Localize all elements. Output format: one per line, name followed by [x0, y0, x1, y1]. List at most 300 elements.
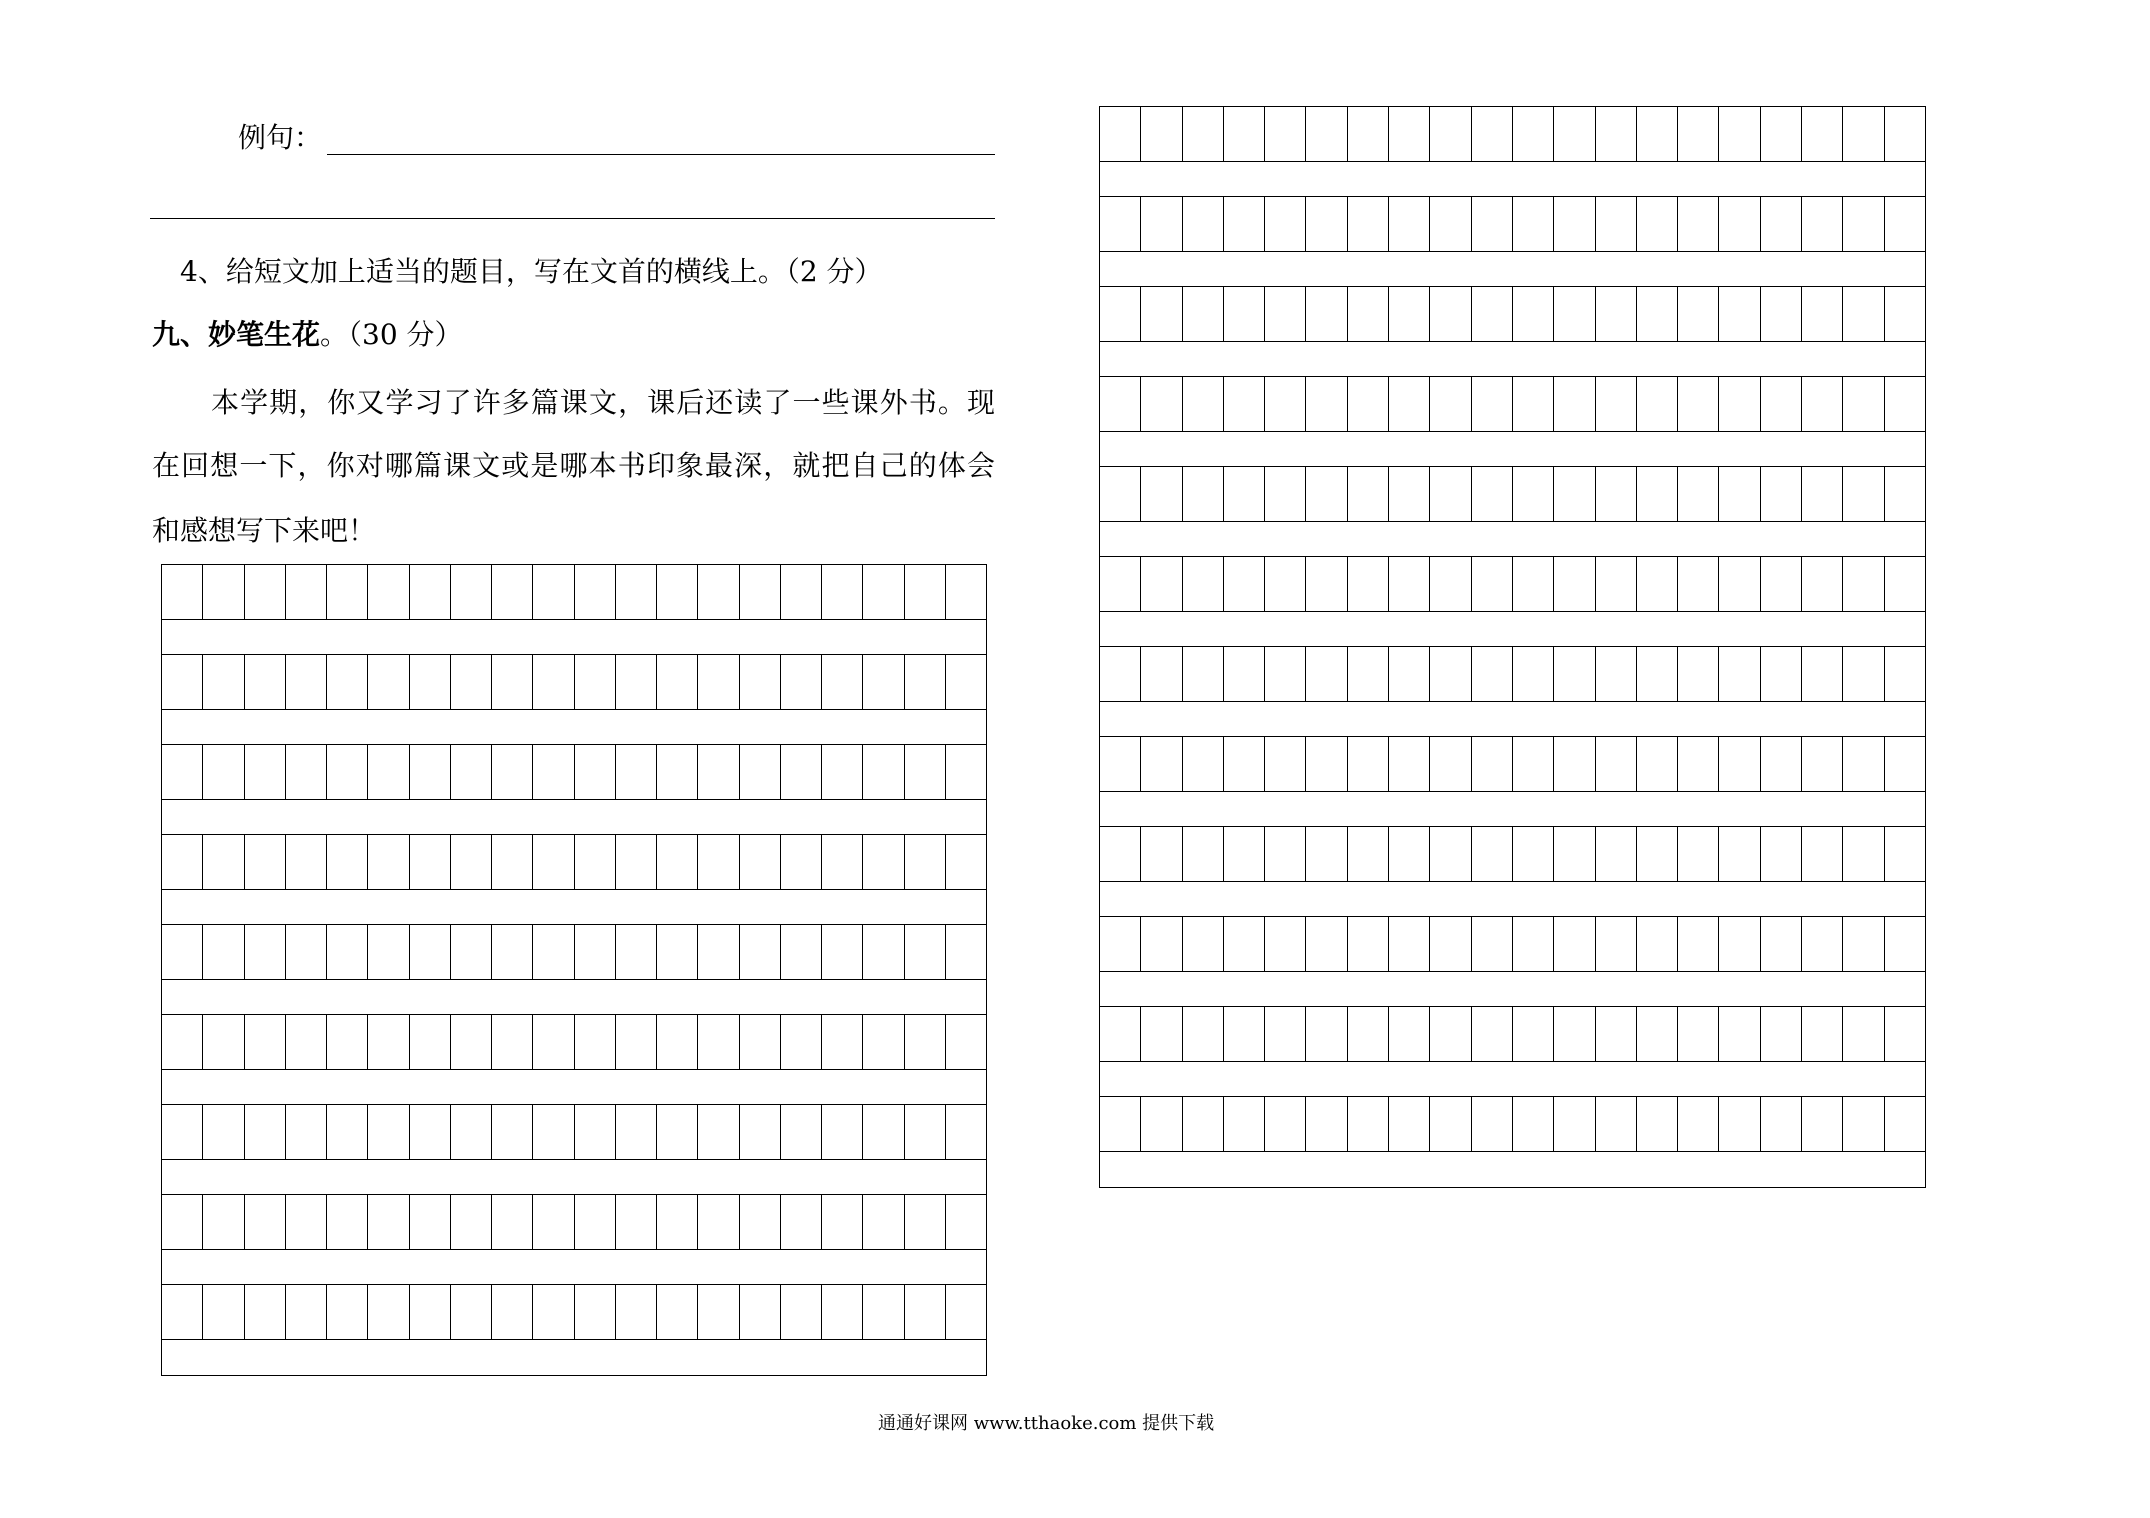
grid-cell[interactable]: [1678, 377, 1719, 431]
grid-cell[interactable]: [1678, 647, 1719, 701]
grid-cell[interactable]: [616, 1015, 657, 1069]
grid-cell[interactable]: [286, 1105, 327, 1159]
grid-cell[interactable]: [410, 745, 451, 799]
grid-cell[interactable]: [863, 565, 904, 619]
grid-cell[interactable]: [1306, 197, 1347, 251]
grid-cell[interactable]: [1678, 197, 1719, 251]
grid-cell[interactable]: [1306, 737, 1347, 791]
grid-cell[interactable]: [946, 925, 986, 979]
grid-cell[interactable]: [657, 835, 698, 889]
grid-cell[interactable]: [368, 925, 409, 979]
grid-cell[interactable]: [616, 1105, 657, 1159]
grid-cell[interactable]: [905, 1195, 946, 1249]
grid-cell[interactable]: [1100, 1007, 1141, 1061]
grid-cell[interactable]: [368, 1195, 409, 1249]
grid-cell[interactable]: [740, 1285, 781, 1339]
grid-cell[interactable]: [1265, 647, 1306, 701]
grid-cell[interactable]: [410, 1285, 451, 1339]
grid-cell[interactable]: [905, 1285, 946, 1339]
grid-cell[interactable]: [1678, 1007, 1719, 1061]
grid-cell[interactable]: [1719, 827, 1760, 881]
grid-cell[interactable]: [203, 1195, 244, 1249]
grid-cell[interactable]: [1885, 1097, 1925, 1151]
grid-cell[interactable]: [1348, 1097, 1389, 1151]
grid-cell[interactable]: [1389, 107, 1430, 161]
grid-cell[interactable]: [1389, 647, 1430, 701]
grid-cell[interactable]: [286, 745, 327, 799]
grid-cell[interactable]: [1885, 647, 1925, 701]
grid-cell[interactable]: [1389, 377, 1430, 431]
grid-cell[interactable]: [1183, 197, 1224, 251]
grid-cell[interactable]: [1554, 1007, 1595, 1061]
grid-cell[interactable]: [451, 1195, 492, 1249]
grid-cell[interactable]: [740, 655, 781, 709]
grid-cell[interactable]: [1224, 1007, 1265, 1061]
grid-cell[interactable]: [1885, 557, 1925, 611]
grid-cell[interactable]: [1761, 737, 1802, 791]
grid-cell[interactable]: [657, 925, 698, 979]
grid-cell[interactable]: [203, 565, 244, 619]
grid-cell[interactable]: [1348, 377, 1389, 431]
grid-cell[interactable]: [492, 1195, 533, 1249]
grid-cell[interactable]: [905, 1015, 946, 1069]
grid-cell[interactable]: [740, 925, 781, 979]
grid-cell[interactable]: [1389, 557, 1430, 611]
grid-cell[interactable]: [1885, 1007, 1925, 1061]
grid-cell[interactable]: [245, 925, 286, 979]
grid-cell[interactable]: [1141, 377, 1182, 431]
grid-cell[interactable]: [1802, 197, 1843, 251]
grid-cell[interactable]: [1430, 737, 1471, 791]
grid-cell[interactable]: [1843, 557, 1884, 611]
grid-cell[interactable]: [1183, 287, 1224, 341]
grid-cell[interactable]: [1472, 107, 1513, 161]
grid-cell[interactable]: [1224, 197, 1265, 251]
grid-cell[interactable]: [822, 1195, 863, 1249]
grid-cell[interactable]: [1348, 917, 1389, 971]
grid-cell[interactable]: [740, 1195, 781, 1249]
grid-cell[interactable]: [451, 835, 492, 889]
grid-cell[interactable]: [1678, 287, 1719, 341]
grid-cell[interactable]: [1224, 1097, 1265, 1151]
grid-cell[interactable]: [616, 925, 657, 979]
grid-cell[interactable]: [368, 565, 409, 619]
grid-cell[interactable]: [1843, 737, 1884, 791]
grid-cell[interactable]: [905, 835, 946, 889]
grid-cell[interactable]: [698, 835, 739, 889]
grid-cell[interactable]: [1141, 1097, 1182, 1151]
grid-cell[interactable]: [1513, 197, 1554, 251]
grid-cell[interactable]: [575, 655, 616, 709]
grid-cell[interactable]: [1472, 287, 1513, 341]
grid-cell[interactable]: [533, 1285, 574, 1339]
grid-cell[interactable]: [740, 565, 781, 619]
grid-cell[interactable]: [1430, 557, 1471, 611]
grid-cell[interactable]: [245, 1105, 286, 1159]
grid-cell[interactable]: [1596, 557, 1637, 611]
grid-cell[interactable]: [1885, 287, 1925, 341]
grid-cell[interactable]: [1761, 197, 1802, 251]
grid-cell[interactable]: [1554, 197, 1595, 251]
grid-cell[interactable]: [1472, 377, 1513, 431]
grid-cell[interactable]: [1885, 197, 1925, 251]
grid-cell[interactable]: [286, 925, 327, 979]
grid-cell[interactable]: [657, 1195, 698, 1249]
grid-cell[interactable]: [616, 745, 657, 799]
grid-cell[interactable]: [1389, 197, 1430, 251]
grid-cell[interactable]: [1637, 107, 1678, 161]
grid-cell[interactable]: [1719, 287, 1760, 341]
grid-cell[interactable]: [698, 655, 739, 709]
grid-cell[interactable]: [657, 1285, 698, 1339]
grid-cell[interactable]: [1843, 287, 1884, 341]
grid-cell[interactable]: [1224, 467, 1265, 521]
grid-cell[interactable]: [1472, 647, 1513, 701]
grid-cell[interactable]: [1843, 107, 1884, 161]
grid-cell[interactable]: [1389, 917, 1430, 971]
grid-cell[interactable]: [1843, 647, 1884, 701]
grid-cell[interactable]: [1513, 737, 1554, 791]
grid-cell[interactable]: [368, 1015, 409, 1069]
grid-cell[interactable]: [1141, 557, 1182, 611]
grid-cell[interactable]: [616, 565, 657, 619]
grid-cell[interactable]: [1472, 467, 1513, 521]
grid-cell[interactable]: [1719, 1097, 1760, 1151]
grid-cell[interactable]: [1183, 1007, 1224, 1061]
grid-cell[interactable]: [1224, 377, 1265, 431]
grid-cell[interactable]: [1183, 827, 1224, 881]
grid-cell[interactable]: [1843, 1007, 1884, 1061]
grid-cell[interactable]: [822, 925, 863, 979]
grid-cell[interactable]: [1306, 467, 1347, 521]
grid-cell[interactable]: [327, 565, 368, 619]
grid-cell[interactable]: [905, 745, 946, 799]
grid-cell[interactable]: [575, 1105, 616, 1159]
grid-cell[interactable]: [946, 1015, 986, 1069]
grid-cell[interactable]: [1224, 827, 1265, 881]
grid-cell[interactable]: [1554, 557, 1595, 611]
grid-cell[interactable]: [1637, 377, 1678, 431]
grid-cell[interactable]: [286, 835, 327, 889]
grid-cell[interactable]: [1472, 917, 1513, 971]
grid-cell[interactable]: [1596, 467, 1637, 521]
grid-cell[interactable]: [203, 835, 244, 889]
grid-cell[interactable]: [1141, 827, 1182, 881]
grid-cell[interactable]: [1554, 467, 1595, 521]
grid-cell[interactable]: [1596, 647, 1637, 701]
grid-cell[interactable]: [1183, 107, 1224, 161]
grid-cell[interactable]: [162, 1285, 203, 1339]
grid-cell[interactable]: [1802, 917, 1843, 971]
grid-cell[interactable]: [657, 565, 698, 619]
grid-cell[interactable]: [1141, 197, 1182, 251]
grid-cell[interactable]: [1513, 647, 1554, 701]
grid-cell[interactable]: [1348, 827, 1389, 881]
grid-cell[interactable]: [533, 745, 574, 799]
grid-cell[interactable]: [1348, 557, 1389, 611]
grid-cell[interactable]: [575, 1285, 616, 1339]
grid-cell[interactable]: [327, 835, 368, 889]
grid-cell[interactable]: [1265, 557, 1306, 611]
grid-cell[interactable]: [946, 655, 986, 709]
grid-cell[interactable]: [822, 835, 863, 889]
grid-cell[interactable]: [1265, 827, 1306, 881]
grid-cell[interactable]: [451, 565, 492, 619]
grid-cell[interactable]: [245, 1015, 286, 1069]
grid-cell[interactable]: [1141, 737, 1182, 791]
grid-cell[interactable]: [451, 1015, 492, 1069]
grid-cell[interactable]: [1348, 107, 1389, 161]
grid-cell[interactable]: [492, 565, 533, 619]
grid-cell[interactable]: [781, 925, 822, 979]
grid-cell[interactable]: [368, 835, 409, 889]
grid-cell[interactable]: [1678, 557, 1719, 611]
grid-cell[interactable]: [1348, 1007, 1389, 1061]
grid-cell[interactable]: [286, 565, 327, 619]
grid-cell[interactable]: [1885, 917, 1925, 971]
grid-cell[interactable]: [162, 1195, 203, 1249]
grid-cell[interactable]: [451, 655, 492, 709]
grid-cell[interactable]: [1389, 737, 1430, 791]
grid-cell[interactable]: [1761, 1007, 1802, 1061]
grid-cell[interactable]: [1802, 107, 1843, 161]
grid-cell[interactable]: [410, 835, 451, 889]
grid-cell[interactable]: [286, 655, 327, 709]
grid-cell[interactable]: [1843, 1097, 1884, 1151]
grid-cell[interactable]: [162, 1105, 203, 1159]
grid-cell[interactable]: [1224, 737, 1265, 791]
grid-cell[interactable]: [1265, 197, 1306, 251]
grid-cell[interactable]: [1802, 287, 1843, 341]
grid-cell[interactable]: [1306, 377, 1347, 431]
grid-cell[interactable]: [657, 655, 698, 709]
grid-cell[interactable]: [492, 1105, 533, 1159]
grid-cell[interactable]: [616, 1285, 657, 1339]
grid-cell[interactable]: [1100, 827, 1141, 881]
grid-cell[interactable]: [781, 1285, 822, 1339]
grid-cell[interactable]: [1513, 107, 1554, 161]
grid-cell[interactable]: [1348, 197, 1389, 251]
grid-cell[interactable]: [863, 1195, 904, 1249]
grid-cell[interactable]: [1430, 107, 1471, 161]
grid-cell[interactable]: [1637, 287, 1678, 341]
grid-cell[interactable]: [1802, 647, 1843, 701]
grid-cell[interactable]: [1265, 1007, 1306, 1061]
grid-cell[interactable]: [1802, 827, 1843, 881]
grid-cell[interactable]: [1100, 737, 1141, 791]
grid-cell[interactable]: [781, 1015, 822, 1069]
grid-cell[interactable]: [1719, 107, 1760, 161]
grid-cell[interactable]: [698, 925, 739, 979]
grid-cell[interactable]: [533, 1195, 574, 1249]
grid-cell[interactable]: [575, 925, 616, 979]
grid-cell[interactable]: [1141, 1007, 1182, 1061]
grid-cell[interactable]: [1802, 467, 1843, 521]
grid-cell[interactable]: [245, 565, 286, 619]
grid-cell[interactable]: [1513, 287, 1554, 341]
grid-cell[interactable]: [492, 1015, 533, 1069]
grid-cell[interactable]: [1596, 377, 1637, 431]
grid-cell[interactable]: [781, 1195, 822, 1249]
grid-cell[interactable]: [533, 925, 574, 979]
composition-grid-right[interactable]: [1099, 106, 1926, 1188]
grid-cell[interactable]: [1100, 557, 1141, 611]
grid-cell[interactable]: [1761, 467, 1802, 521]
grid-cell[interactable]: [822, 1105, 863, 1159]
grid-cell[interactable]: [410, 565, 451, 619]
grid-cell[interactable]: [946, 1285, 986, 1339]
grid-cell[interactable]: [1637, 1007, 1678, 1061]
grid-cell[interactable]: [863, 1105, 904, 1159]
grid-cell[interactable]: [410, 925, 451, 979]
grid-cell[interactable]: [657, 1015, 698, 1069]
grid-cell[interactable]: [1637, 827, 1678, 881]
grid-cell[interactable]: [1554, 107, 1595, 161]
grid-cell[interactable]: [1802, 1097, 1843, 1151]
grid-cell[interactable]: [1719, 467, 1760, 521]
grid-cell[interactable]: [286, 1195, 327, 1249]
grid-cell[interactable]: [616, 1195, 657, 1249]
grid-cell[interactable]: [740, 745, 781, 799]
grid-cell[interactable]: [1637, 647, 1678, 701]
grid-cell[interactable]: [905, 1105, 946, 1159]
grid-cell[interactable]: [451, 925, 492, 979]
grid-cell[interactable]: [1348, 287, 1389, 341]
grid-cell[interactable]: [1843, 467, 1884, 521]
grid-cell[interactable]: [327, 1285, 368, 1339]
grid-cell[interactable]: [657, 745, 698, 799]
grid-cell[interactable]: [1100, 467, 1141, 521]
grid-cell[interactable]: [162, 655, 203, 709]
grid-cell[interactable]: [1596, 197, 1637, 251]
grid-cell[interactable]: [1306, 107, 1347, 161]
grid-cell[interactable]: [492, 745, 533, 799]
grid-cell[interactable]: [616, 655, 657, 709]
grid-cell[interactable]: [1596, 1097, 1637, 1151]
grid-cell[interactable]: [822, 565, 863, 619]
grid-cell[interactable]: [245, 1195, 286, 1249]
grid-cell[interactable]: [410, 1015, 451, 1069]
grid-cell[interactable]: [1596, 917, 1637, 971]
grid-cell[interactable]: [1430, 1097, 1471, 1151]
grid-cell[interactable]: [1678, 917, 1719, 971]
grid-cell[interactable]: [1100, 647, 1141, 701]
grid-cell[interactable]: [1183, 917, 1224, 971]
grid-cell[interactable]: [1100, 197, 1141, 251]
grid-cell[interactable]: [575, 1195, 616, 1249]
grid-cell[interactable]: [327, 925, 368, 979]
grid-cell[interactable]: [1802, 1007, 1843, 1061]
grid-cell[interactable]: [203, 1105, 244, 1159]
example-answer-line-2[interactable]: [150, 218, 995, 219]
grid-cell[interactable]: [1348, 647, 1389, 701]
grid-cell[interactable]: [698, 1195, 739, 1249]
grid-cell[interactable]: [1100, 287, 1141, 341]
grid-cell[interactable]: [162, 835, 203, 889]
grid-cell[interactable]: [1430, 467, 1471, 521]
grid-cell[interactable]: [1472, 827, 1513, 881]
grid-cell[interactable]: [1678, 467, 1719, 521]
grid-cell[interactable]: [327, 745, 368, 799]
grid-cell[interactable]: [1719, 647, 1760, 701]
grid-cell[interactable]: [1430, 917, 1471, 971]
grid-cell[interactable]: [1472, 1007, 1513, 1061]
grid-cell[interactable]: [822, 1285, 863, 1339]
grid-cell[interactable]: [1472, 557, 1513, 611]
grid-cell[interactable]: [1637, 197, 1678, 251]
grid-cell[interactable]: [327, 655, 368, 709]
grid-cell[interactable]: [1885, 107, 1925, 161]
grid-cell[interactable]: [1513, 1007, 1554, 1061]
grid-cell[interactable]: [1472, 197, 1513, 251]
grid-cell[interactable]: [1306, 1007, 1347, 1061]
grid-cell[interactable]: [1141, 917, 1182, 971]
grid-cell[interactable]: [822, 1015, 863, 1069]
grid-cell[interactable]: [1719, 1007, 1760, 1061]
grid-cell[interactable]: [740, 835, 781, 889]
grid-cell[interactable]: [1719, 377, 1760, 431]
grid-cell[interactable]: [1554, 647, 1595, 701]
grid-cell[interactable]: [1306, 287, 1347, 341]
grid-cell[interactable]: [1761, 647, 1802, 701]
grid-cell[interactable]: [1472, 1097, 1513, 1151]
grid-cell[interactable]: [1265, 377, 1306, 431]
grid-cell[interactable]: [368, 1285, 409, 1339]
grid-cell[interactable]: [245, 655, 286, 709]
grid-cell[interactable]: [740, 1015, 781, 1069]
grid-cell[interactable]: [946, 1195, 986, 1249]
grid-cell[interactable]: [946, 1105, 986, 1159]
grid-cell[interactable]: [451, 1285, 492, 1339]
grid-cell[interactable]: [1141, 287, 1182, 341]
grid-cell[interactable]: [863, 835, 904, 889]
grid-cell[interactable]: [1802, 377, 1843, 431]
grid-cell[interactable]: [1513, 467, 1554, 521]
grid-cell[interactable]: [575, 1015, 616, 1069]
grid-cell[interactable]: [575, 565, 616, 619]
grid-cell[interactable]: [1885, 377, 1925, 431]
grid-cell[interactable]: [1761, 1097, 1802, 1151]
grid-cell[interactable]: [781, 1105, 822, 1159]
grid-cell[interactable]: [1678, 107, 1719, 161]
grid-cell[interactable]: [203, 745, 244, 799]
grid-cell[interactable]: [533, 655, 574, 709]
grid-cell[interactable]: [946, 745, 986, 799]
grid-cell[interactable]: [1678, 737, 1719, 791]
grid-cell[interactable]: [1224, 107, 1265, 161]
grid-cell[interactable]: [162, 925, 203, 979]
grid-cell[interactable]: [1265, 737, 1306, 791]
grid-cell[interactable]: [1637, 1097, 1678, 1151]
grid-cell[interactable]: [1389, 827, 1430, 881]
grid-cell[interactable]: [1596, 827, 1637, 881]
grid-cell[interactable]: [822, 655, 863, 709]
grid-cell[interactable]: [946, 565, 986, 619]
grid-cell[interactable]: [162, 1015, 203, 1069]
grid-cell[interactable]: [286, 1015, 327, 1069]
grid-cell[interactable]: [698, 1015, 739, 1069]
grid-cell[interactable]: [410, 1195, 451, 1249]
grid-cell[interactable]: [1761, 107, 1802, 161]
grid-cell[interactable]: [575, 835, 616, 889]
grid-cell[interactable]: [1554, 377, 1595, 431]
grid-cell[interactable]: [822, 745, 863, 799]
grid-cell[interactable]: [1100, 377, 1141, 431]
grid-cell[interactable]: [1183, 1097, 1224, 1151]
grid-cell[interactable]: [1719, 737, 1760, 791]
grid-cell[interactable]: [410, 1105, 451, 1159]
grid-cell[interactable]: [1224, 287, 1265, 341]
